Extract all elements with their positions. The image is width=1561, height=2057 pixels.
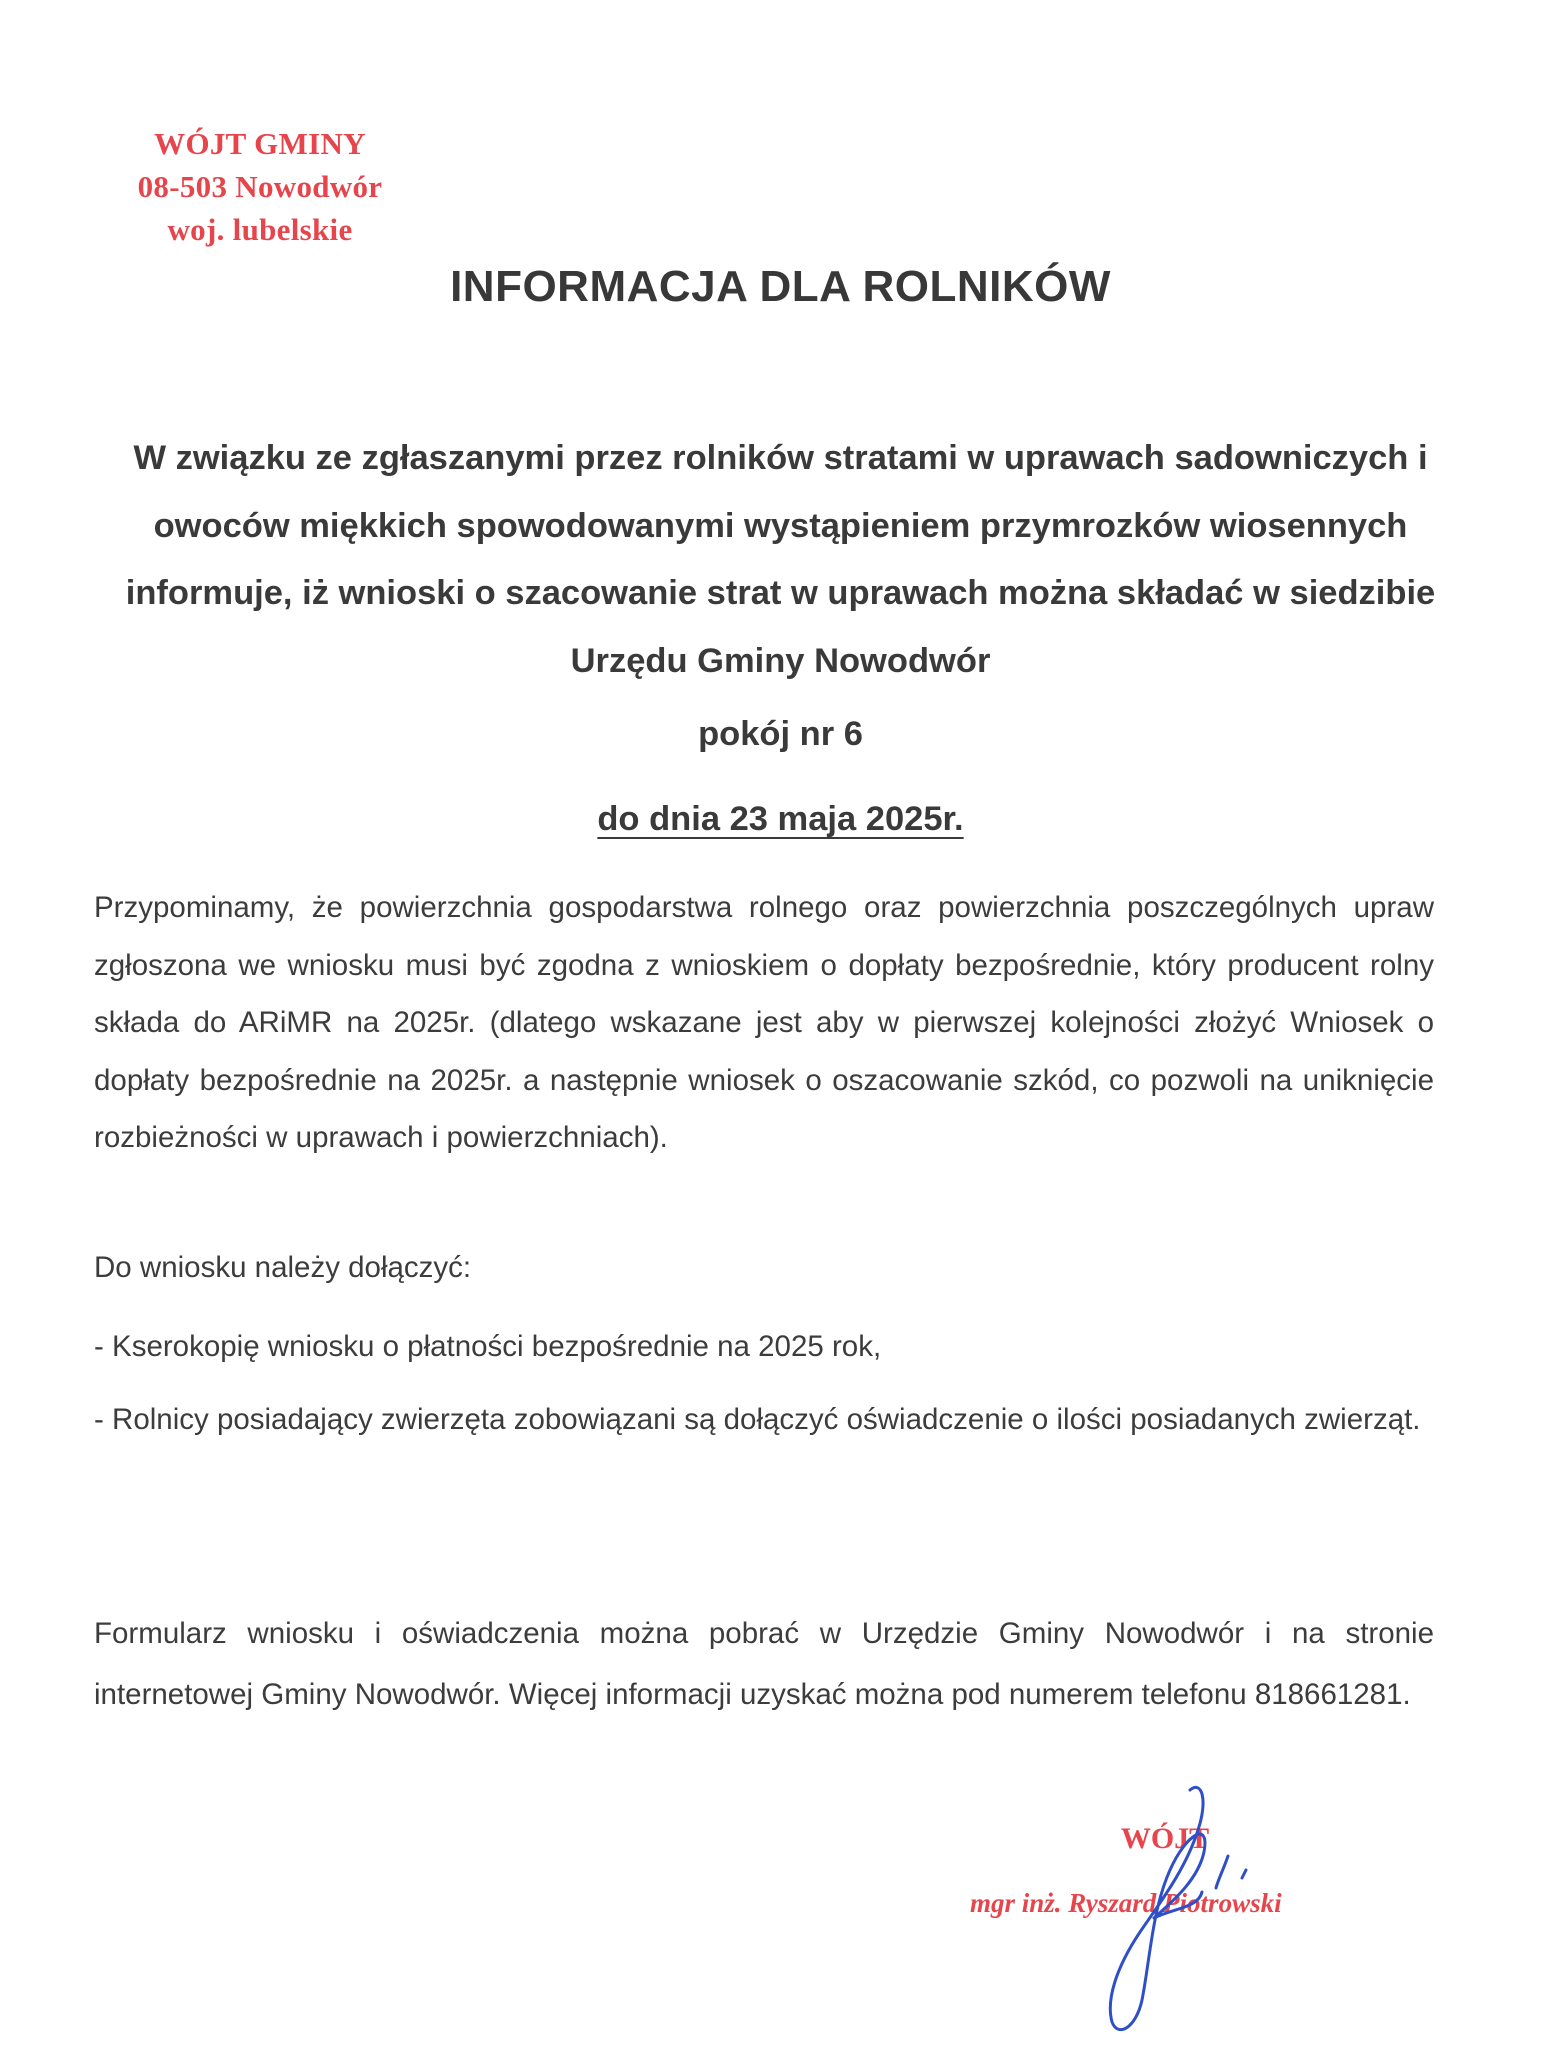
office-stamp (90, 122, 430, 251)
signature-title: WÓJT (1120, 1822, 1210, 1855)
signatory-name: mgr inż. Ryszard Piotrowski (970, 1888, 1282, 1918)
list-item: - Rolnicy posiadający zwierzęta zobowiązani są dołączyć oświadczenie o ilości posiadanych zwierząt. (94, 1402, 1421, 1436)
footer-paragraph: Formularz wniosku i oświadczenia można pobrać w Urzędzie Gminy Nowodwór i na stronie internetowej Gminy Nowodwór. Więcej informacji uzyskać można pod numerem telefonu 818661281. (94, 1617, 1434, 1711)
attachments-list (94, 1318, 1434, 1463)
stamp-line-2: 08-503 Nowodwór (137, 169, 383, 204)
list-item: - Kserokopię wniosku o płatności bezpośrednie na 2025 rok, (94, 1330, 882, 1363)
signature-block (940, 1760, 1360, 2040)
document-title: INFORMACJA DLA ROLNIKÓW (450, 262, 1111, 311)
lead-paragraph: W związku ze zgłaszanymi przez rolników stratami w uprawach sadowniczych i owoców miękkich spowodowanymi wystąpieniem przymrozków wiosennych informuje, iż wnioski o szacowanie strat w uprawach można składać w siedzibie Urzędu Gminy Nowodwór (125, 439, 1436, 680)
deadline (0, 800, 1561, 839)
attachments-intro: Do wniosku należy dołączyć: (94, 1251, 472, 1284)
deadline-text: do dnia 23 maja 2025r. (597, 800, 964, 838)
handwritten-signature-icon (940, 1760, 1360, 2040)
stamp-line-3: woj. lubelskie (167, 212, 353, 247)
room-number: pokój nr 6 (698, 715, 863, 753)
reminder-paragraph: Przypominamy, że powierzchnia gospodarstwa rolnego oraz powierzchnia poszczególnych upraw zgłoszona we wniosku musi być zgodna z wnioskiem o dopłaty bezpośrednie, który producent rolny składa do ARiMR na 2025r. (dlatego wskazane jest aby w pierwszej kolejności złożyć Wniosek o dopłaty bezpośrednie na 2025r. a następnie wniosek o oszacowanie szkód, co pozwoli na uniknięcie rozbieżności w uprawach i powierzchniach). (94, 891, 1434, 1154)
stamp-line-1: WÓJT GMINY (154, 126, 366, 161)
